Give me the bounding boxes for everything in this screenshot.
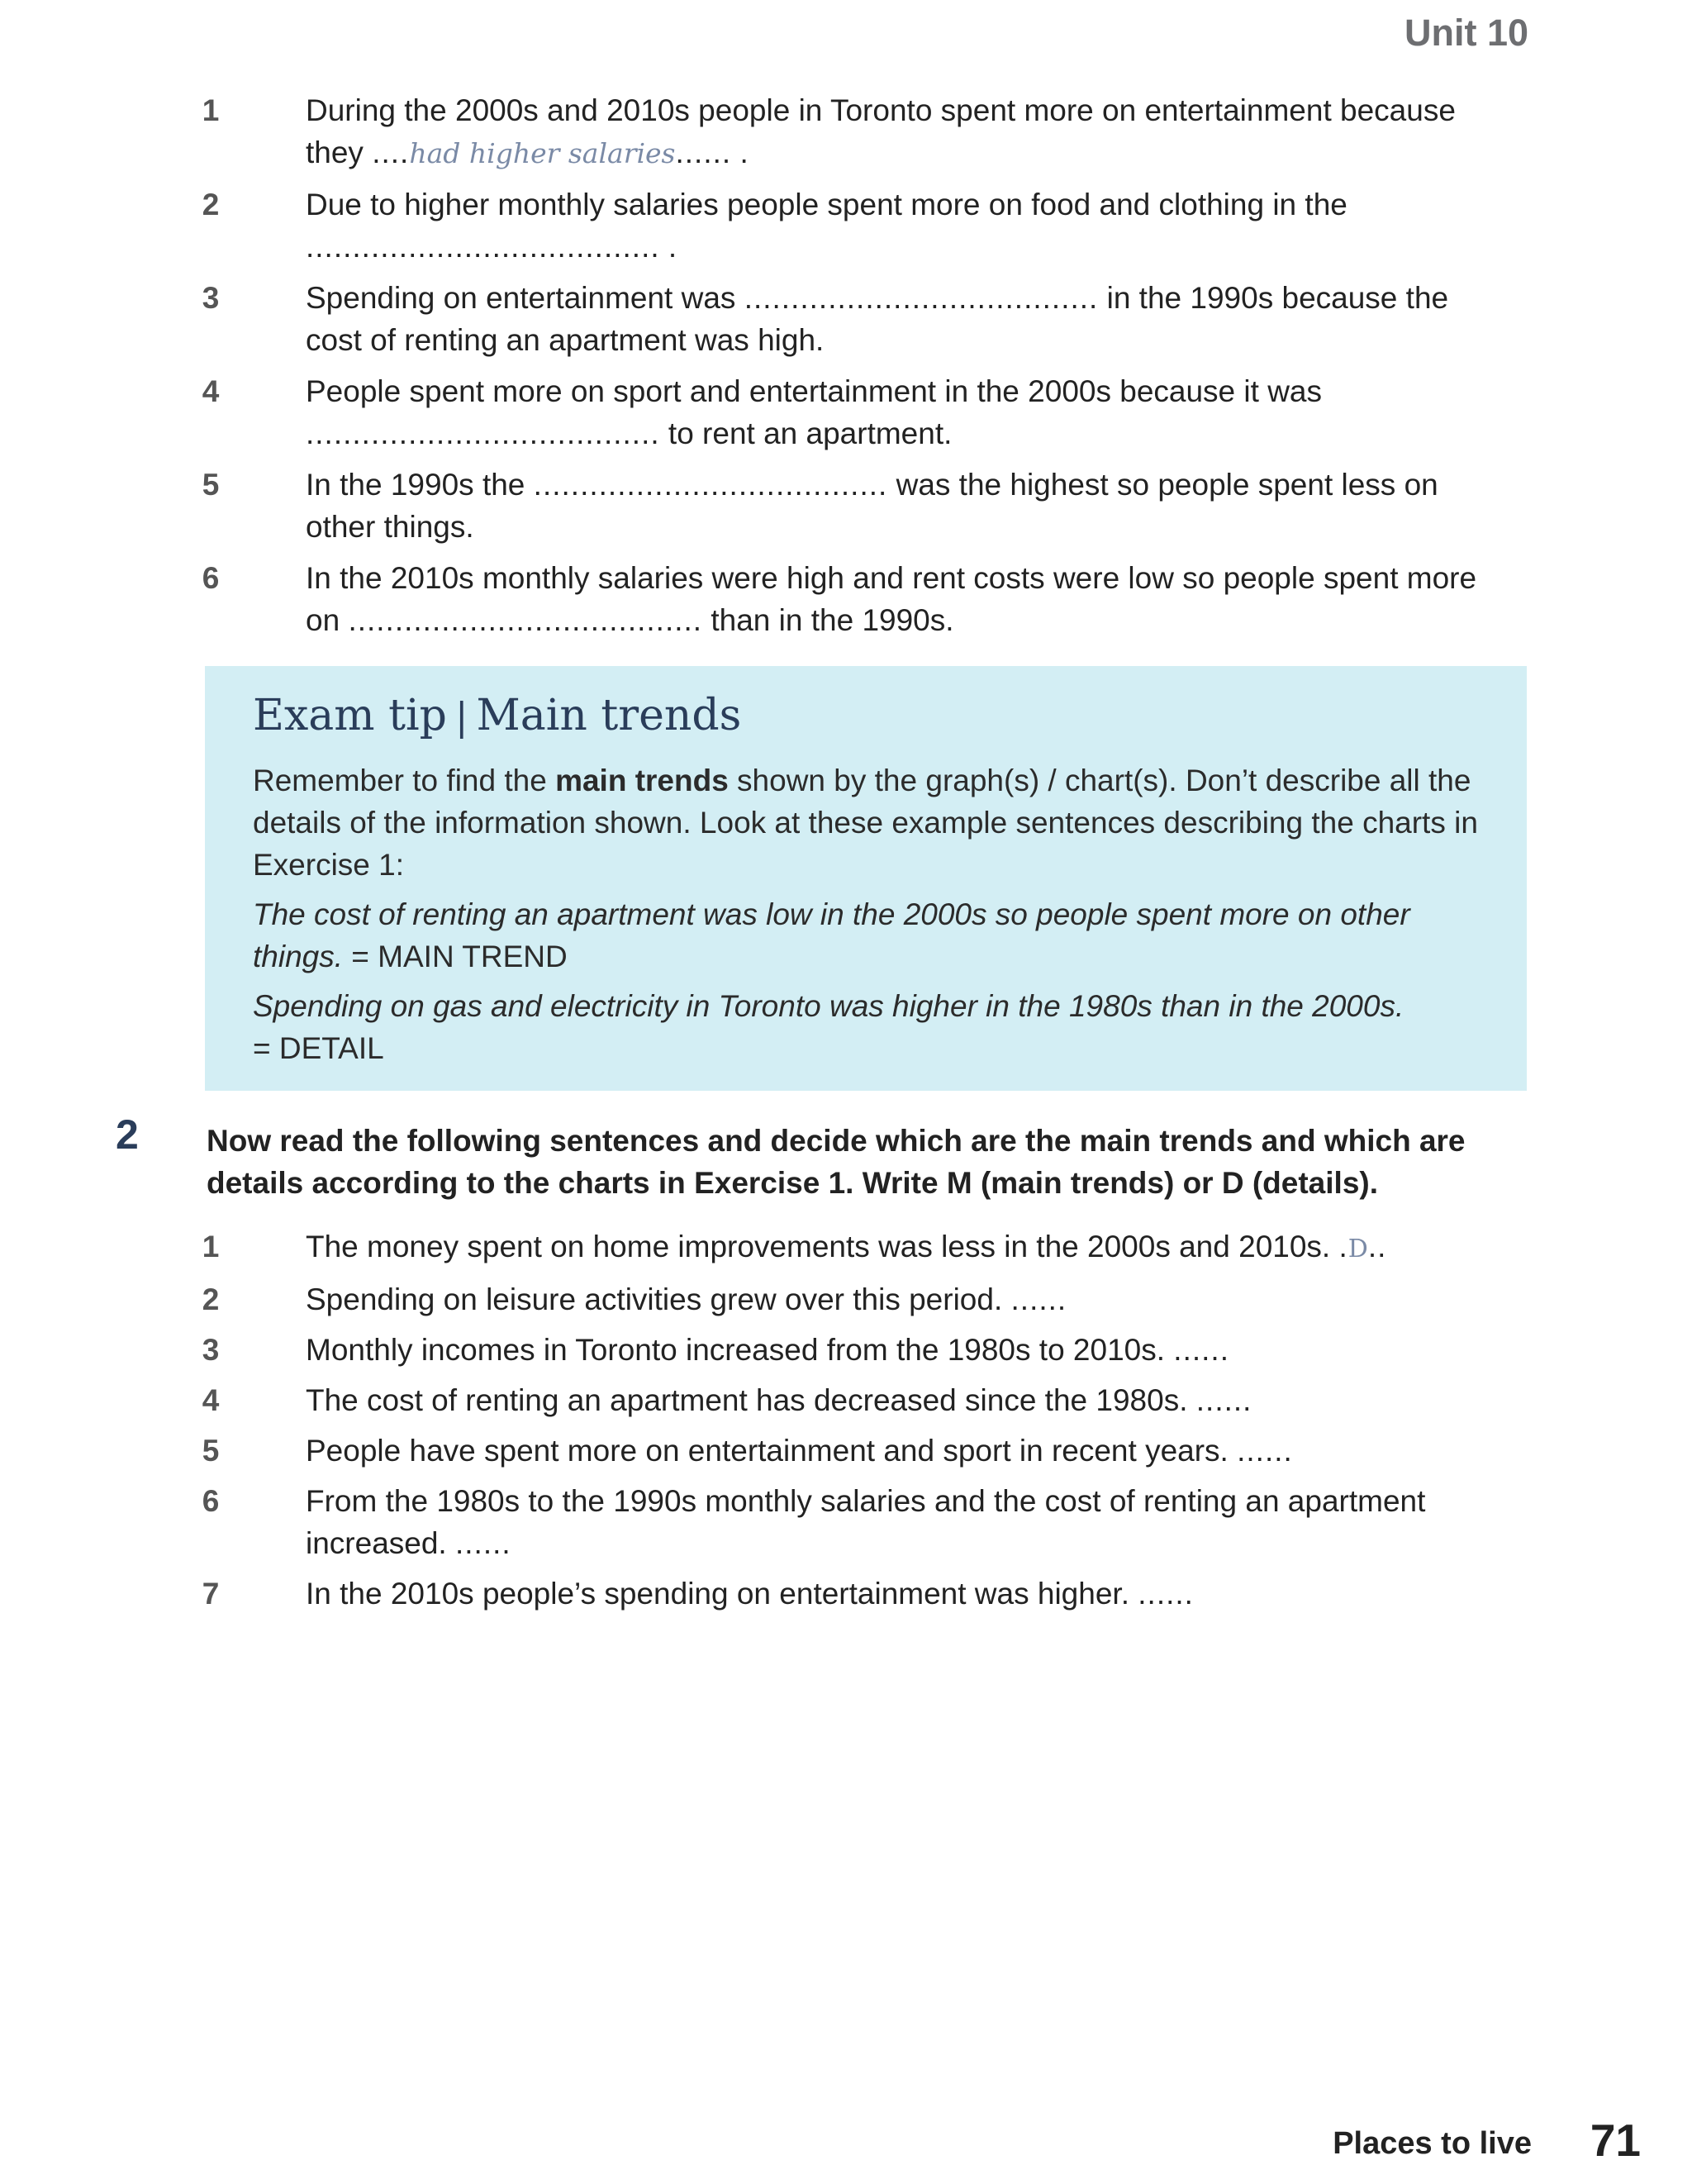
exam-tip-topic: Main trends (476, 691, 742, 740)
item-number: 4 (202, 374, 220, 408)
sentence-start: During the 2000s and 2010s people in Toronto spent more on entertainment because they (306, 93, 1456, 169)
exercise-number: 2 (116, 1111, 139, 1158)
list-item (202, 1225, 1504, 1270)
list-item (202, 370, 1504, 454)
sentence-start: People spent more on sport and entertainment in the 2000s because it was (306, 374, 1322, 408)
sentence: The money spent on home improvements was less in the 2000s and 2010s. (306, 1230, 1339, 1263)
sentence: In the 2010s people’s spending on entertainment was higher. (306, 1577, 1138, 1611)
item-text (248, 183, 1504, 268)
footer-section-title: Places to live (1333, 2126, 1532, 2161)
sentence-end: in the 1990s because the cost of renting an apartment was high. (306, 281, 1449, 357)
example-main-trend (253, 893, 1479, 978)
page-number: 71 (1590, 2115, 1641, 2166)
item-number: 3 (202, 1333, 220, 1367)
list-item (202, 183, 1504, 268)
item-text (248, 557, 1504, 641)
answer-blank[interactable]: ...... (1010, 1282, 1067, 1316)
sentence: Monthly incomes in Toronto increased from the 1980s to 2010s. (306, 1333, 1174, 1367)
item-number: 2 (202, 1282, 220, 1316)
item-number: 2 (202, 188, 220, 221)
answer-blank[interactable]: ...... (455, 1526, 511, 1560)
answer-blank: . (1338, 1230, 1348, 1263)
item-text (248, 1379, 1504, 1421)
answer-blank: .. (1367, 1230, 1387, 1263)
answer-blank[interactable]: ...................................... (533, 468, 888, 502)
list-item (202, 557, 1504, 641)
sentence-end: than in the 1990s. (702, 603, 954, 637)
sentence: Spending on leisure activities grew over this period. (306, 1282, 1011, 1316)
exam-tip-paragraph (253, 759, 1479, 886)
item-text (248, 464, 1504, 548)
sentence: From the 1980s to the 1990s monthly salaries and the cost of renting an apartment increased. (306, 1484, 1426, 1560)
example-label: = MAIN TREND (343, 940, 568, 973)
item-number: 1 (202, 93, 220, 127)
exam-tip-title (253, 691, 1479, 741)
answer-blank: ...... (675, 136, 732, 169)
item-number: 1 (202, 1230, 220, 1263)
item-text (248, 1573, 1504, 1615)
tip-text: Remember to find the (253, 764, 556, 797)
tip-text: shown by the graph(s) / chart(s). Don’t describe all the details of the information shown. Look at these example sentences describing the charts in Exercise 1: (253, 764, 1478, 882)
answer-blank: .... (372, 136, 410, 169)
tip-emphasis: main trends (555, 764, 729, 797)
sentence-end: . (731, 136, 749, 169)
item-text (248, 277, 1504, 361)
item-text (248, 89, 1504, 174)
answer-blank[interactable]: ...................................... (348, 603, 703, 637)
item-number: 6 (202, 1484, 220, 1518)
item-number: 5 (202, 1434, 220, 1468)
exercise-2-list (202, 1225, 1504, 1623)
list-item (202, 277, 1504, 361)
sentence-end: to rent an apartment. (659, 416, 953, 450)
sentence-start: In the 2010s monthly salaries were high and rent costs were low so people spent more on (306, 561, 1477, 637)
example-label: = DETAIL (253, 1031, 384, 1065)
example-detail (253, 985, 1479, 1069)
list-item (202, 1278, 1504, 1320)
item-number: 4 (202, 1383, 220, 1417)
unit-label: Unit 10 (1404, 12, 1528, 54)
item-text (248, 1329, 1504, 1371)
exercise-instructions: Now read the following sentences and decide which are the main trends and which are details according to the charts in Exercise 1. Write M (main trends) or D (details). (207, 1124, 1466, 1200)
item-text (248, 1480, 1504, 1564)
handwritten-answer: D (1347, 1235, 1368, 1263)
list-item (202, 1480, 1504, 1564)
sentence-end: . (659, 230, 677, 264)
sentence-end: was the highest so people spent less on other things. (306, 468, 1438, 544)
answer-blank[interactable]: ...... (1195, 1383, 1252, 1417)
example-sentence: The cost of renting an apartment was low in the 2000s so people spent more on other things. (253, 897, 1410, 973)
exam-tip-label: Exam tip (253, 691, 447, 740)
exam-tip-box (205, 666, 1527, 1091)
sentence-start: Due to higher monthly salaries people spent more on food and clothing in the (306, 188, 1347, 221)
list-item (202, 1430, 1504, 1472)
item-number: 6 (202, 561, 220, 595)
answer-blank[interactable]: ...... (1237, 1434, 1293, 1468)
list-item (202, 89, 1504, 174)
handwritten-answer: had higher salaries (409, 137, 676, 169)
item-number: 3 (202, 281, 220, 315)
answer-blank[interactable]: ...................................... (306, 416, 660, 450)
sentence-start: In the 1990s the (306, 468, 534, 502)
title-separator: | (454, 694, 468, 739)
sentence-start: Spending on entertainment was (306, 281, 744, 315)
item-text (248, 1225, 1504, 1270)
answer-blank[interactable]: ...................................... (744, 281, 1099, 315)
exercise-1-list (202, 89, 1504, 650)
sentence: People have spent more on entertainment and sport in recent years. (306, 1434, 1238, 1468)
item-number: 7 (202, 1577, 220, 1611)
answer-blank[interactable]: ...... (1173, 1333, 1229, 1367)
item-text (248, 1430, 1504, 1472)
answer-blank[interactable]: ...... (1138, 1577, 1194, 1611)
item-text (248, 1278, 1504, 1320)
answer-blank[interactable]: ...................................... (306, 230, 660, 264)
list-item (202, 464, 1504, 548)
list-item (202, 1573, 1504, 1615)
item-text (248, 370, 1504, 454)
item-number: 5 (202, 468, 220, 502)
list-item (202, 1379, 1504, 1421)
sentence: The cost of renting an apartment has decreased since the 1980s. (306, 1383, 1196, 1417)
example-sentence: Spending on gas and electricity in Toronto was higher in the 1980s than in the 2000s. (253, 989, 1404, 1023)
list-item (202, 1329, 1504, 1371)
